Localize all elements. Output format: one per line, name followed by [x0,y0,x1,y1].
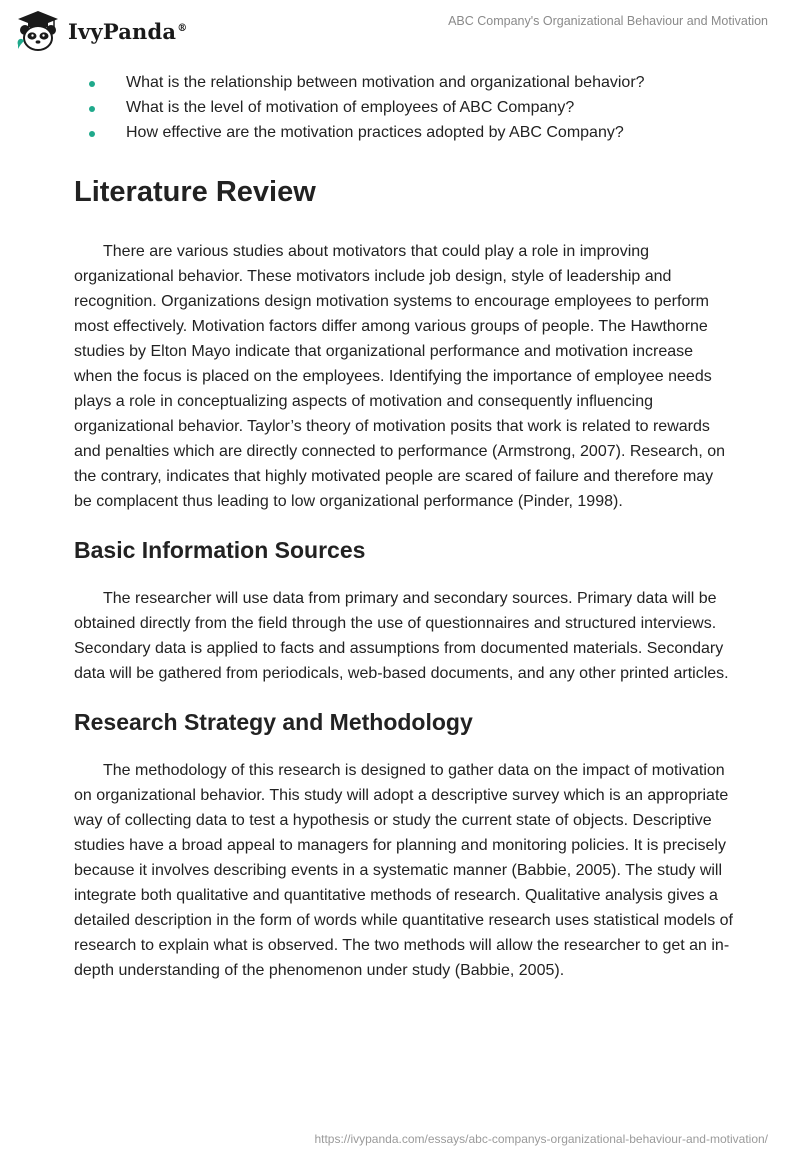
basic-information-sources-paragraph: The researcher will use data from primary and secondary sources. Primary data will be obtained directly from the field through the use of questionnaires and structured interviews. Secondary data is applied to facts and assumptions from documented materials. Secondary data will be gathered from periodicals, web-based documents, and any other printed articles. [74,590,729,682]
section-heading-literature-review: Literature Review [74,176,316,208]
list-item: What is the relationship between motivation and organizational behavior? [74,70,734,95]
registered-mark: ® [177,22,188,34]
bullet-icon [89,131,95,137]
ivypanda-logo[interactable] [14,9,187,53]
bullet-icon [89,81,95,87]
bullet-icon [89,106,95,112]
section-heading-research-strategy: Research Strategy and Methodology [74,709,473,735]
essay-content [74,70,734,983]
list-item: What is the level of motivation of employees of ABC Company? [74,95,734,120]
research-strategy-paragraph: The methodology of this research is designed to gather data on the impact of motivation on organizational behavior. This study will adopt a descriptive survey which is an appropriate way of collecting data to test a hypothesis or study the current state of objects. Descriptive studies have a broad appeal to managers for planning and monitoring policies. It is precisely because it involves describing events in a systematic manner (Babbie, 2005). The study will integrate both qualitative and quantitative methods of research. Qualitative analysis gives a detailed description in the form of words while quantitative research uses statistical models of research to explain what is observed. The two methods will allow the researcher to get an in-depth understanding of the phenomenon under study (Babbie, 2005). [74,762,733,979]
section-heading-basic-information-sources: Basic Information Sources [74,537,366,563]
document-title: ABC Company's Organizational Behaviour and Motivation [448,14,768,28]
page-header [0,0,800,60]
panda-graduate-icon [14,9,62,53]
list-item: How effective are the motivation practices adopted by ABC Company? [74,120,734,145]
literature-review-paragraph: There are various studies about motivators that could play a role in improving organizational behavior. These motivators include job design, style of leadership and recognition. Organizations design motivation systems to encourage employees to perform most effectively. Motivation factors differ among various groups of people. The Hawthorne studies by Elton Mayo indicate that organizational performance and motivation increase when the focus is placed on the employees. Identifying the importance of employee needs plays a role in conceptualizing aspects of motivation and consequently influencing organizational behavior. Taylor’s theory of motivation posits that work is related to rewards and penalties which are directly connected to performance (Armstrong, 2007). Research, on the contrary, indicates that highly motivated people are scared of failure and therefore may be complacent thus leading to low organizational performance (Pinder, 1998). [74,243,726,510]
research-questions-list [74,70,734,145]
logo-text: IvyPanda® [68,18,188,44]
source-url-link[interactable]: https://ivypanda.com/essays/abc-companys-organizational-behaviour-and-motivation/ [314,1132,768,1146]
